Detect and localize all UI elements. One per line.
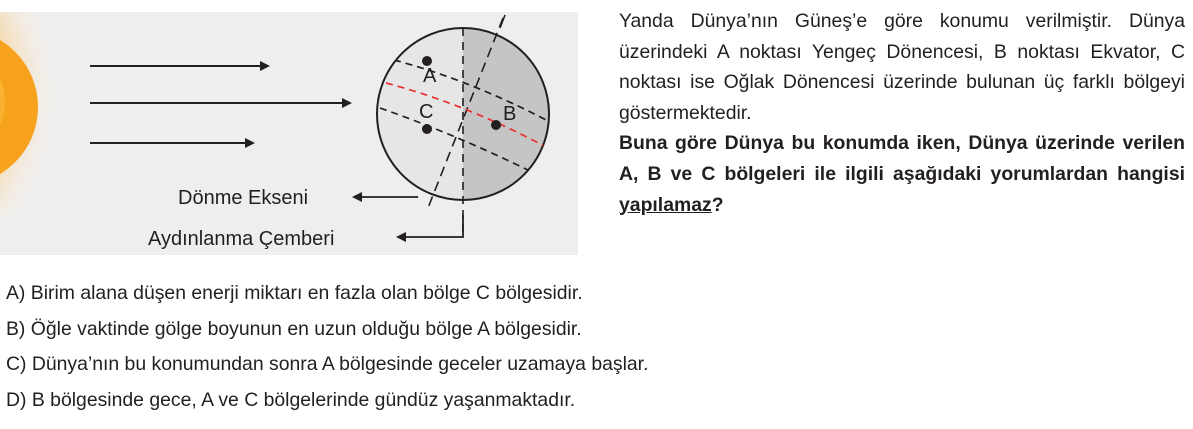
option-d[interactable]: D) B bölgesinde gece, A ve C bölgelerinde gündüz yaşanmaktadır. (6, 388, 576, 411)
point-c (422, 124, 432, 134)
question-stem (619, 6, 1185, 220)
option-c[interactable]: C) Dünya’nın bu konumundan sonra A bölgesinde geceler uzamaya başlar. (6, 353, 649, 375)
question-emphasis: yapılamaz (619, 193, 712, 216)
option-b[interactable]: B) Öğle vaktinde gölge boyunun en uzun olduğu bölge A bölgesidir. (6, 317, 582, 340)
question-prompt (619, 128, 1185, 220)
rotation-axis-label: Dönme Ekseni (178, 187, 309, 209)
question-prompt-text: Buna göre Dünya bu konumda iken, Dünya üzerinde verilen A, B ve C bölgeleri ile ilgili aşağıdaki yorumlardan hangisi (619, 132, 1185, 185)
label-a: A (423, 65, 437, 87)
terminator-label: Aydınlanma Çemberi (148, 228, 335, 250)
label-c: C (419, 101, 434, 123)
answer-options (6, 277, 648, 419)
option-a[interactable]: A) Birim alana düşen enerji miktarı en fazla olan bölge C bölgesidir. (6, 282, 583, 304)
question-intro: Yanda Dünya’nın Güneş’e göre konumu verilmiştir. Dünya üzerindeki A noktası Yengeç Dönencesi, B noktası Ekvator, C noktası ise Oğlak Dönencesi üzerinde bulunan üç farklı bölgeyi göstermektedir. (619, 10, 1185, 124)
earth-sun-diagram (0, 12, 578, 255)
question-mark: ? (711, 193, 724, 216)
label-b: B (503, 103, 517, 125)
point-b (491, 120, 501, 130)
